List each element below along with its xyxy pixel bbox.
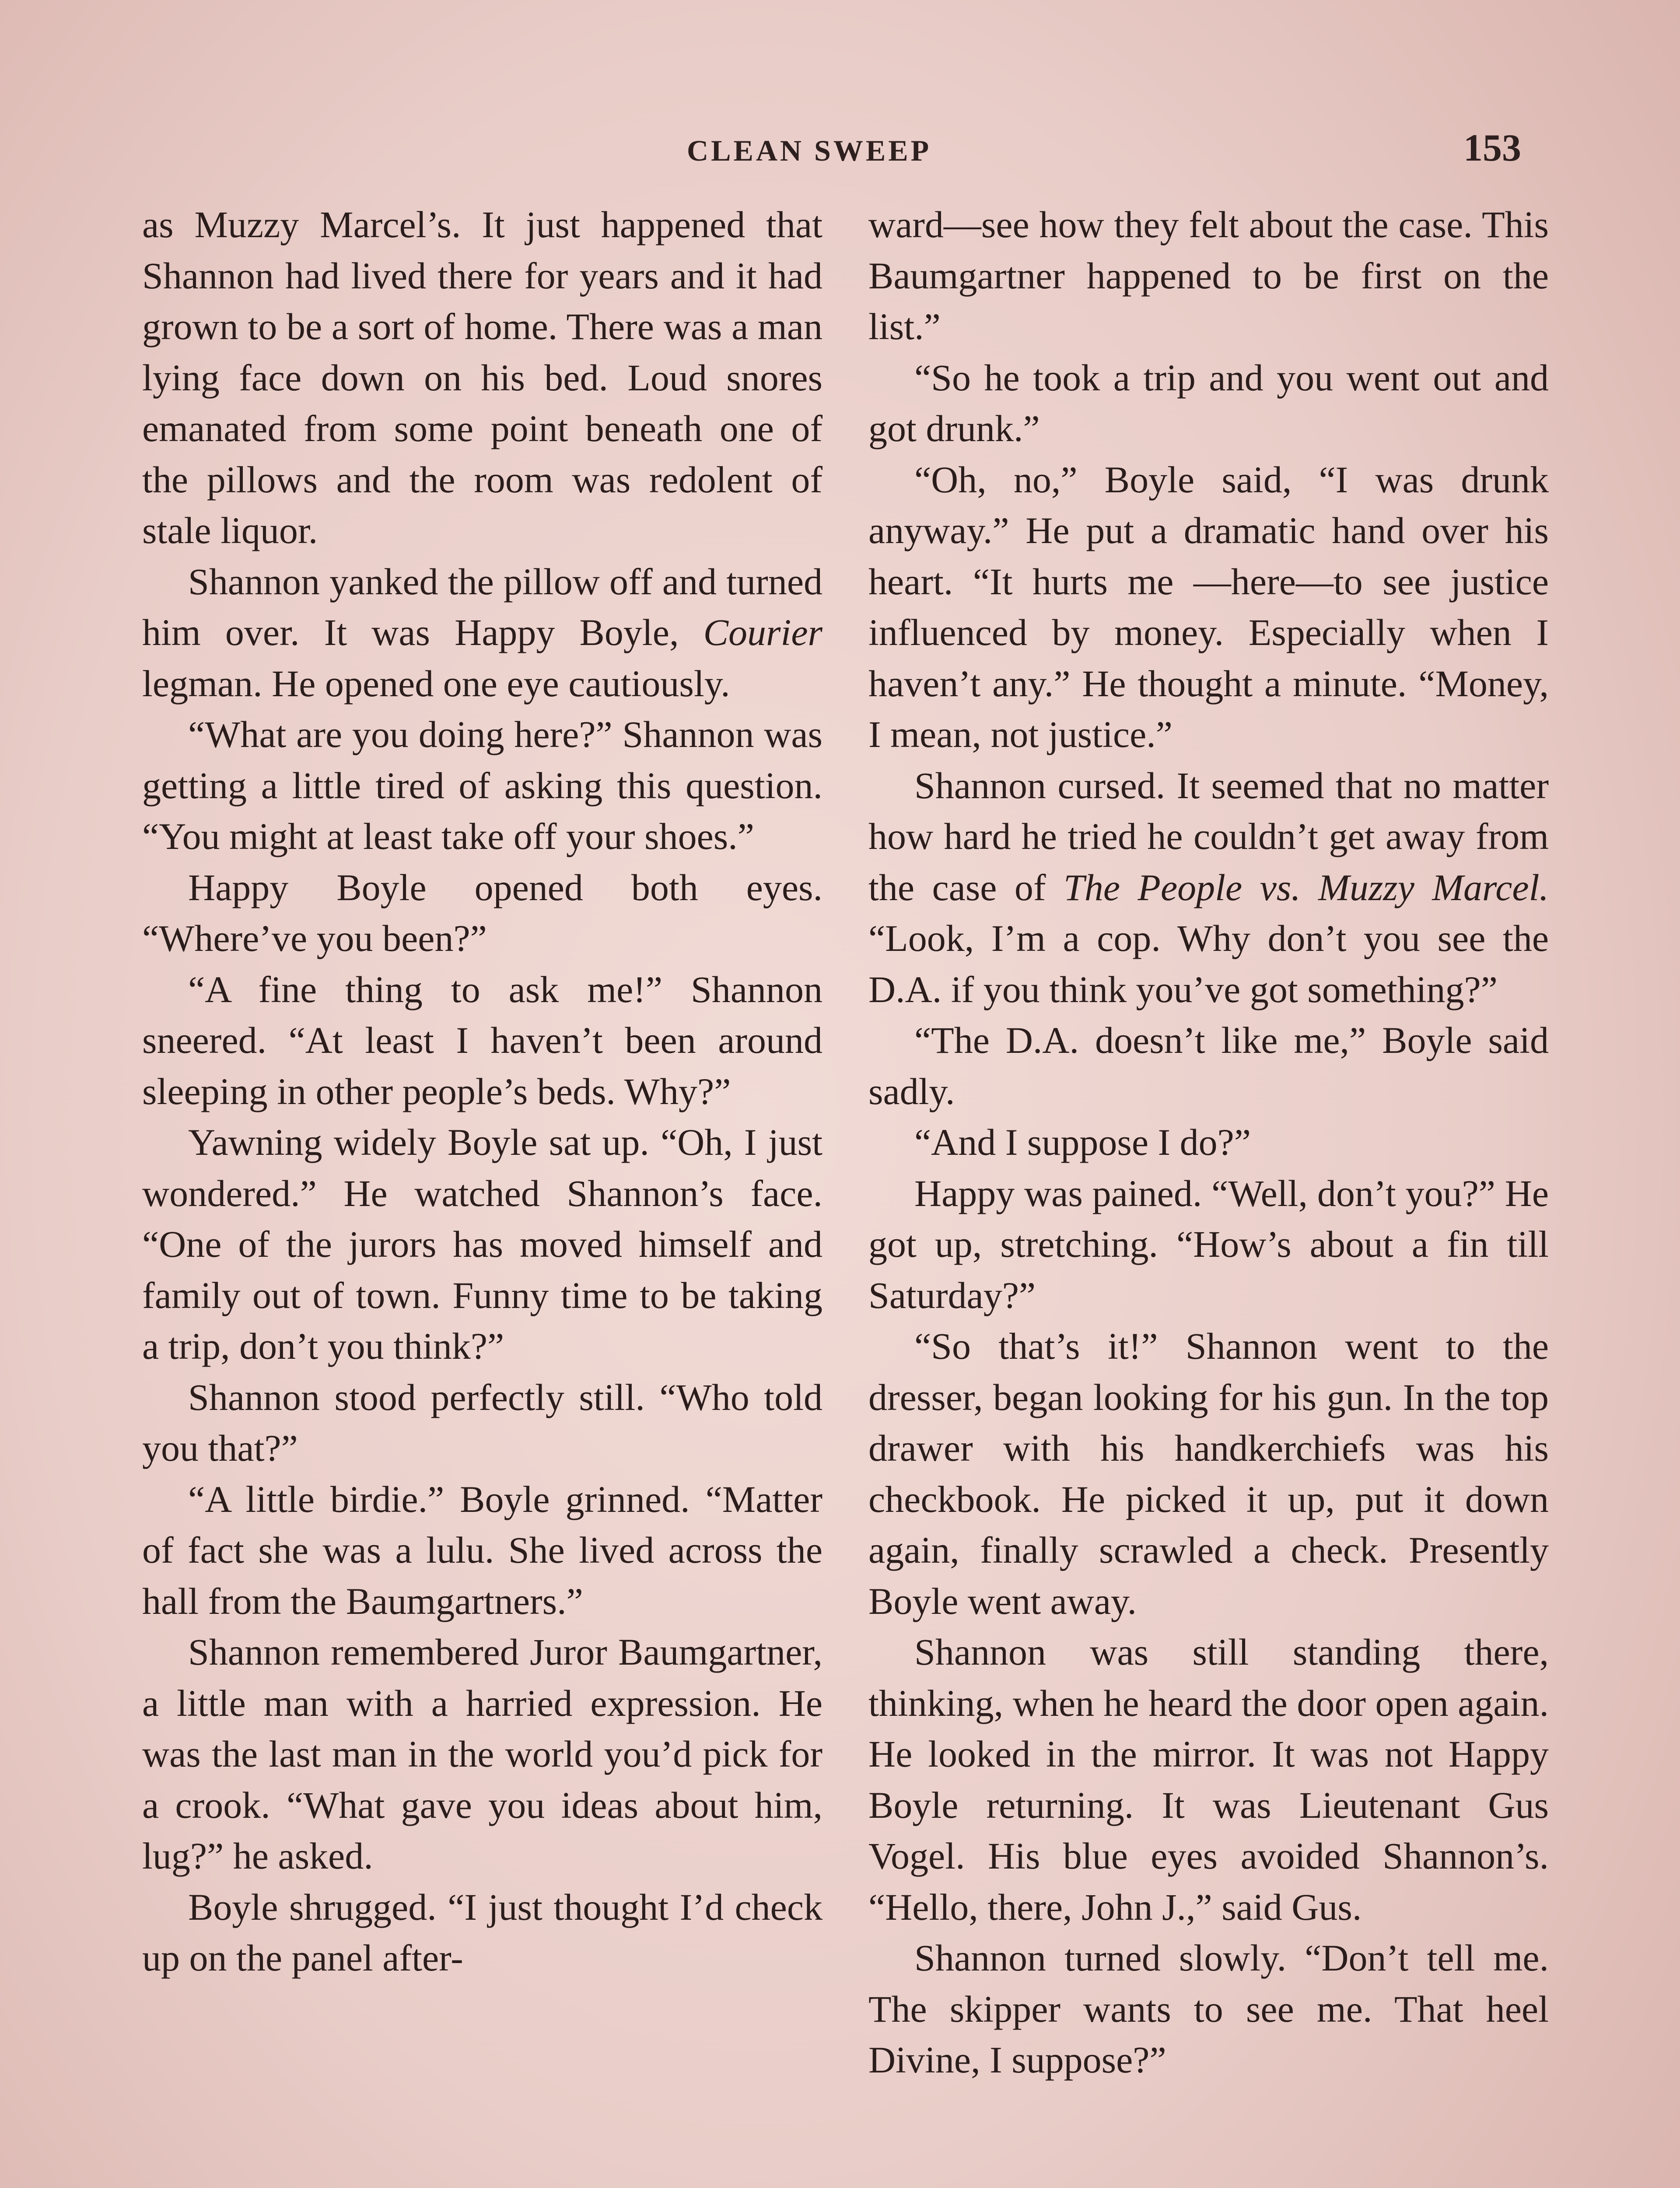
paragraph: Happy was pained. “Well, don’t you?” He got up, stretching. “How’s about a fin till Saturday?” bbox=[868, 1172, 1549, 1316]
paragraph bbox=[868, 760, 1549, 1015]
paragraph: as Muzzy Marcel’s. It just happened that Shannon had lived there for years and it had grown to be a sort of home. There was a man lying face down on his bed. Loud snores emanated from some point beneath one of the pillows and the room was redolent of stale liquor. bbox=[142, 203, 822, 551]
paragraph: “So that’s it!” Shannon went to the dresser, began looking for his gun. In the top drawer with his handkerchiefs was his checkbook. He picked it up, put it down again, finally scrawled a check. Presently Boyle went away. bbox=[868, 1325, 1549, 1622]
paragraph: “And I suppose I do?” bbox=[914, 1121, 1251, 1163]
paragraph: “The D.A. doesn’t like me,” Boyle said sadly. bbox=[868, 1019, 1549, 1112]
paragraph: Happy Boyle opened both eyes. “Where’ve you been?” bbox=[142, 866, 822, 959]
text-run: Shannon cursed. It seemed that no matter how hard he tried he couldn’t get away from the case of bbox=[868, 764, 1549, 908]
left-column bbox=[142, 199, 822, 1984]
paragraph bbox=[142, 556, 822, 709]
italic-text: The People vs. Muzzy Marcel. bbox=[1063, 866, 1549, 908]
paragraph: “A fine thing to ask me!” Shannon sneered. “At least I haven’t been around sleeping in other people’s beds. Why?” bbox=[142, 968, 822, 1112]
right-column bbox=[868, 199, 1549, 2086]
paragraph: Shannon remembered Juror Baumgartner, a little man with a harried expression. He was the last man in the world you’d pick for a crook. “What gave you ideas about him, lug?” he asked. bbox=[142, 1631, 822, 1877]
paragraph: Shannon was still standing there, thinking, when he heard the door open again. He looked in the mirror. It was not Happy Boyle returning. It was Lieutenant Gus Vogel. His blue eyes avoided Shannon’s. “Hello, there, John J.,” said Gus. bbox=[868, 1631, 1549, 1928]
paragraph: Boyle shrugged. “I just thought I’d check up on the panel after- bbox=[142, 1886, 822, 1979]
text-run: legman. He opened one eye cautiously. bbox=[142, 662, 730, 705]
italic-text: Courier bbox=[703, 611, 822, 653]
paragraph: ward—see how they felt about the case. This Baumgartner happened to be first on the list.” bbox=[868, 203, 1549, 347]
paragraph: Yawning widely Boyle sat up. “Oh, I just wondered.” He watched Shannon’s face. “One of the jurors has moved himself and family out of town. Funny time to be taking a trip, don’t you think?” bbox=[142, 1121, 822, 1367]
paragraph: “What are you doing here?” Shannon was getting a little tired of asking this question. “You might at least take off your shoes.” bbox=[142, 713, 822, 857]
paragraph: “So he took a trip and you went out and got drunk.” bbox=[868, 356, 1549, 449]
paragraph: “Oh, no,” Boyle said, “I was drunk anyway.” He put a dramatic hand over his heart. “It hurts me —here—to see justice influenced by money. Especially when I haven’t any.” He thought a minute. “Money, I mean, not justice.” bbox=[868, 458, 1549, 755]
text-run: Shannon yanked the pillow off and turned him over. It was Happy Boyle, bbox=[142, 560, 822, 653]
paragraph: Shannon turned slowly. “Don’t tell me. The skipper wants to see me. That heel Divine, I suppose?” bbox=[868, 1937, 1549, 2081]
page-number: 153 bbox=[1463, 127, 1521, 169]
paragraph: “A little birdie.” Boyle grinned. “Matter of fact she was a lulu. She lived across the hall from the Baumgartners.” bbox=[142, 1478, 822, 1622]
text-run: “Look, I’m a cop. Why don’t you see the D.A. if you think you’ve got something?” bbox=[868, 917, 1549, 1010]
paragraph: Shannon stood perfectly still. “Who told you that?” bbox=[142, 1376, 822, 1469]
running-head: CLEAN SWEEP bbox=[687, 134, 932, 167]
